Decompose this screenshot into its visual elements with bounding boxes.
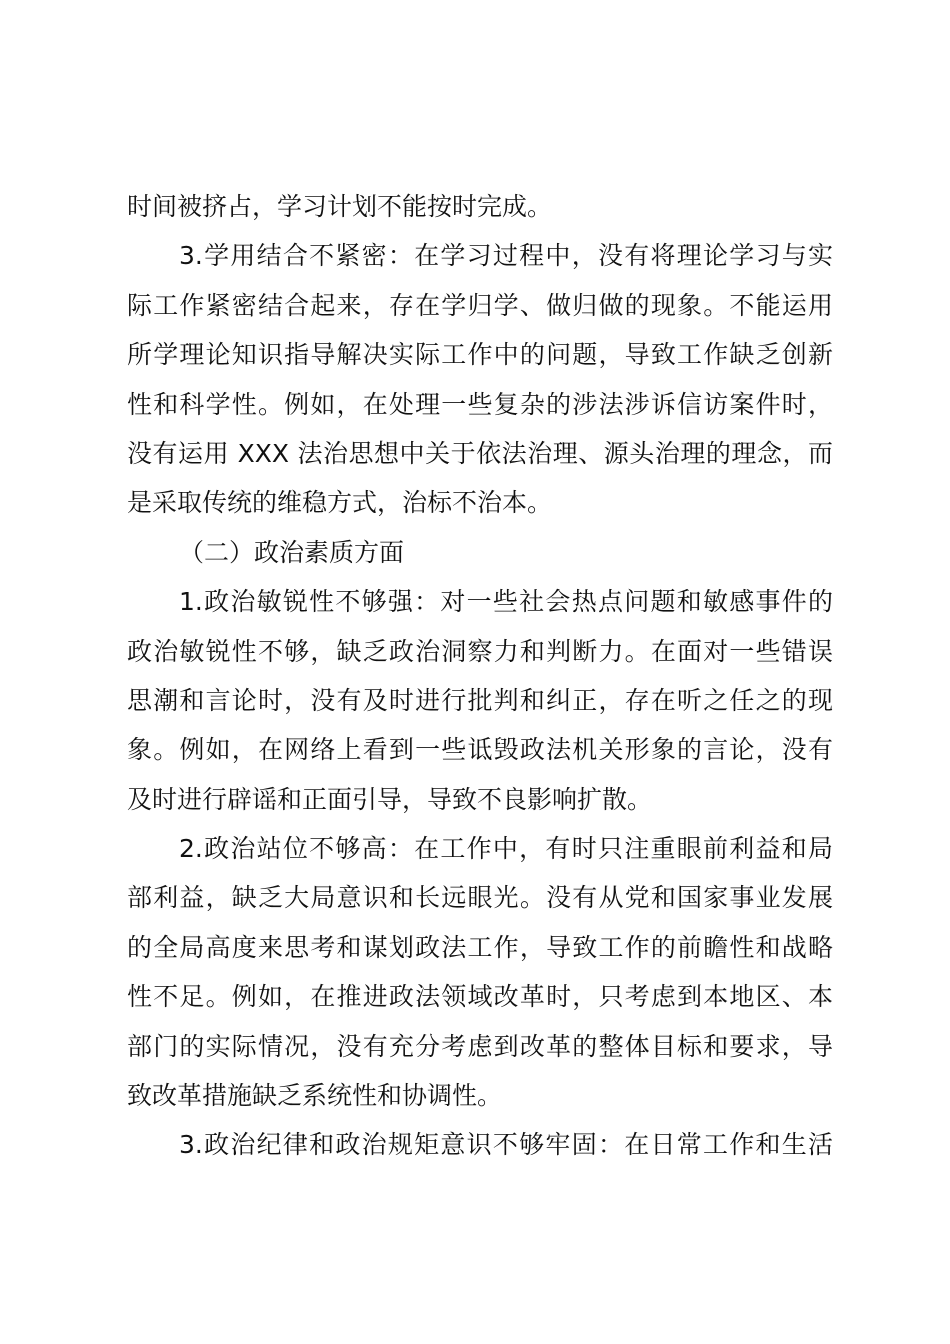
text-line: 致改革措施缺乏系统性和协调性。 <box>127 1081 503 1111</box>
paragraph-first-line: 1.政治敏锐性不够强：对一些社会热点问题和敏感事件的 <box>179 587 833 617</box>
text-line: 际工作紧密结合起来，存在学归学、做归做的现象。不能运用 <box>127 290 833 320</box>
text-line: 所学理论知识指导解决实际工作中的问题，导致工作缺乏创新 <box>127 340 833 370</box>
paragraph-first-line: 3.学用结合不紧密：在学习过程中，没有将理论学习与实 <box>179 241 833 271</box>
text-line: 是采取传统的维稳方式，治标不治本。 <box>127 488 553 518</box>
document-body <box>127 182 833 1170</box>
paragraph-first-line: 3.政治纪律和政治规矩意识不够牢固：在日常工作和生活 <box>179 1130 833 1160</box>
text-line: 时间被挤占，学习计划不能按时完成。 <box>127 192 553 221</box>
text-line: 政治敏锐性不够，缺乏政治洞察力和判断力。在面对一些错误 <box>127 636 833 666</box>
text-line: 部门的实际情况，没有充分考虑到改革的整体目标和要求，导 <box>127 1031 833 1061</box>
section-heading: （二）政治素质方面 <box>179 537 405 567</box>
text-line: 性不足。例如，在推进政法领域改革时，只考虑到本地区、本 <box>127 982 833 1012</box>
text-line: 性和科学性。例如，在处理一些复杂的涉法涉诉信访案件时， <box>127 389 833 419</box>
text-line: 的全局高度来思考和谋划政法工作，导致工作的前瞻性和战略 <box>127 932 833 962</box>
text-line: 没有运用 XXX 法治思想中关于依法治理、源头治理的理念，而 <box>127 438 833 468</box>
text-line: 部利益，缺乏大局意识和长远眼光。没有从党和国家事业发展 <box>127 883 833 913</box>
text-line: 象。例如，在网络上看到一些诋毁政法机关形象的言论，没有 <box>127 735 833 765</box>
text-line: 思潮和言论时，没有及时进行批判和纠正，存在听之任之的现 <box>127 685 833 715</box>
text-line: 及时进行辟谣和正面引导，导致不良影响扩散。 <box>127 784 653 814</box>
paragraph-first-line: 2.政治站位不够高：在工作中，有时只注重眼前利益和局 <box>179 834 833 864</box>
